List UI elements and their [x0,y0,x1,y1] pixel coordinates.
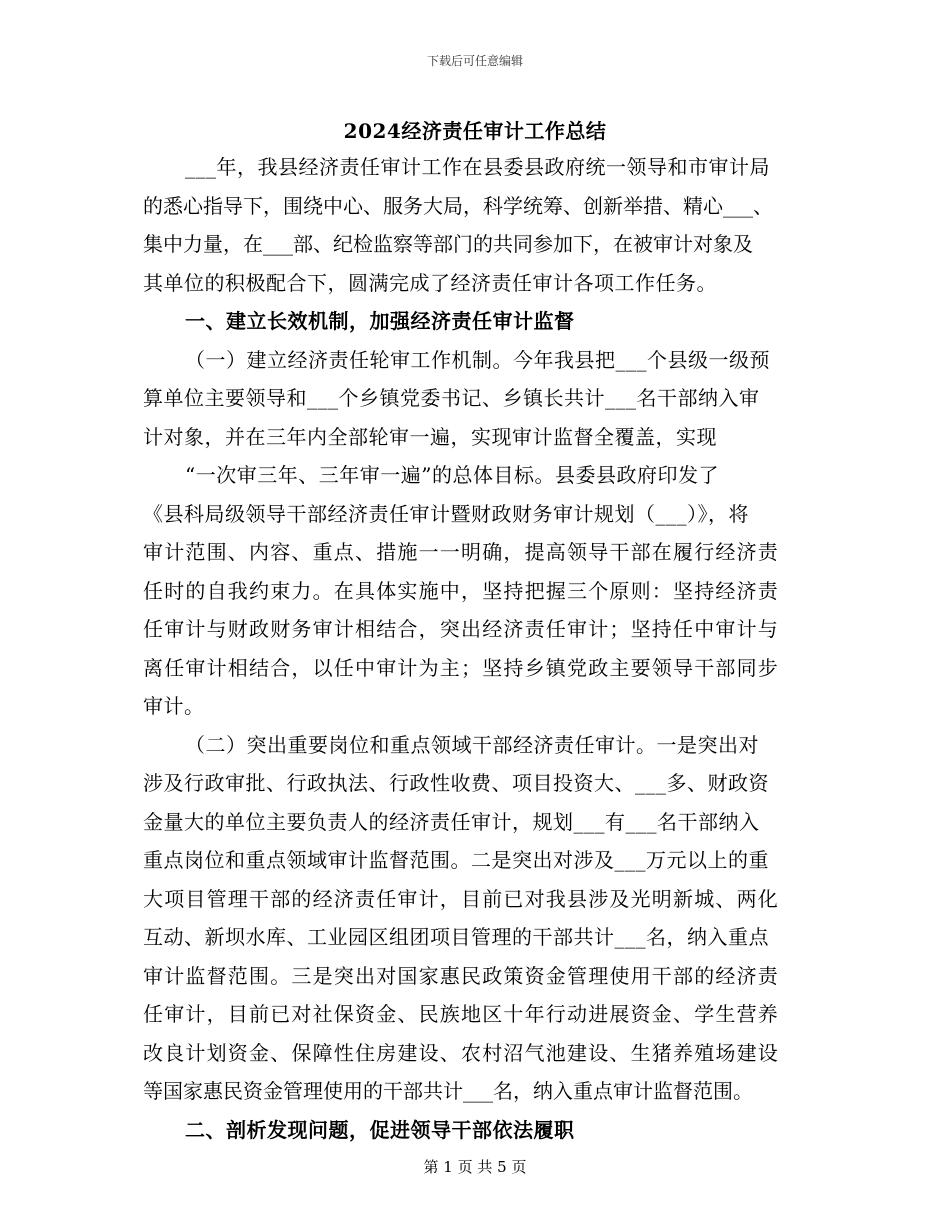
paragraph-line: 任时的自我约束力。在具体实施中，坚持把握三个原则：坚持经济责 [143,578,779,603]
paragraph-line: 其单位的积极配合下，圆满完成了经济责任审计各项工作任务。 [143,270,717,295]
paragraph-line: “一次审三年、三年审一遍”的总体目标。县委县政府印发了 [185,463,719,487]
paragraph-line: 计对象，并在三年内全部轮审一遍，实现审计监督全覆盖，实现 [143,424,717,449]
paragraph-line: 大项目管理干部的经济责任审计，目前已对我县涉及光明新城、两化 [143,886,779,911]
paragraph-line: （二）突出重要岗位和重点领域干部经济责任审计。一是突出对 [185,732,759,757]
paragraph-line: 审计。 [143,694,205,718]
paragraph-line: 《县科局级领导干部经济责任审计暨财政财务审计规划（___）》，将 [143,501,749,526]
paragraph-line: ___年，我县经济责任审计工作在县委县政府统一领导和市审计局 [185,155,770,179]
paragraph-line: 审计范围、内容、重点、措施一一明确，提高领导干部在履行经济责 [143,540,779,564]
paragraph-line: 任审计与财政财务审计相结合，突出经济责任审计；坚持任中审计与 [143,617,779,641]
paragraph-line: 审计监督范围。三是突出对国家惠民政策资金管理使用干部的经济责 [143,963,779,988]
page-header: 下载后可任意编辑 [426,54,523,68]
paragraph-line: 涉及行政审批、行政执法、行政性收费、项目投资大、___多、财政资 [143,771,769,795]
paragraph-line: 算单位主要领导和___个乡镇党委书记、乡镇长共计___名干部纳入审 [143,386,760,410]
section-heading: 二、剖析发现问题，促进领导干部依法履职 [185,1117,575,1142]
paragraph-line: 的悉心指导下，围绕中心、服务大局，科学统筹、创新举措、精心___、 [143,193,773,218]
paragraph-line: 重点岗位和重点领域审计监督范围。二是突出对涉及___万元以上的重 [143,848,769,872]
page-footer: 第 1 页 共 5 页 [423,1158,527,1176]
paragraph-line: 离任审计相结合，以任中审计为主；坚持乡镇党政主要领导干部同步 [143,655,779,680]
paragraph-line: 等国家惠民资金管理使用的干部共计___名，纳入重点审计监督范围。 [143,1079,753,1103]
document-body [143,148,813,1149]
paragraph-line: 互动、新坝水库、工业园区组团项目管理的干部共计___名，纳入重点 [143,925,769,949]
paragraph-line: 任审计，目前已对社保资金、民族地区十年行动进展资金、学生营养 [143,1002,779,1026]
paragraph-line: 集中力量，在___部、纪检监察等部门的共同参加下，在被审计对象及 [143,232,753,256]
document-title: 2024经济责任审计工作总结 [343,119,607,143]
paragraph-line: （一）建立经济责任轮审工作机制。今年我县把___个县级一级预 [185,347,770,372]
paragraph-line: 改良计划资金、保障性住房建设、农村沼气池建设、生猪养殖场建设 [143,1040,779,1065]
section-heading: 一、建立长效机制，加强经济责任审计监督 [185,309,575,333]
paragraph-line: 金量大的单位主要负责人的经济责任审计，规划___有___名干部纳入 [143,809,760,834]
